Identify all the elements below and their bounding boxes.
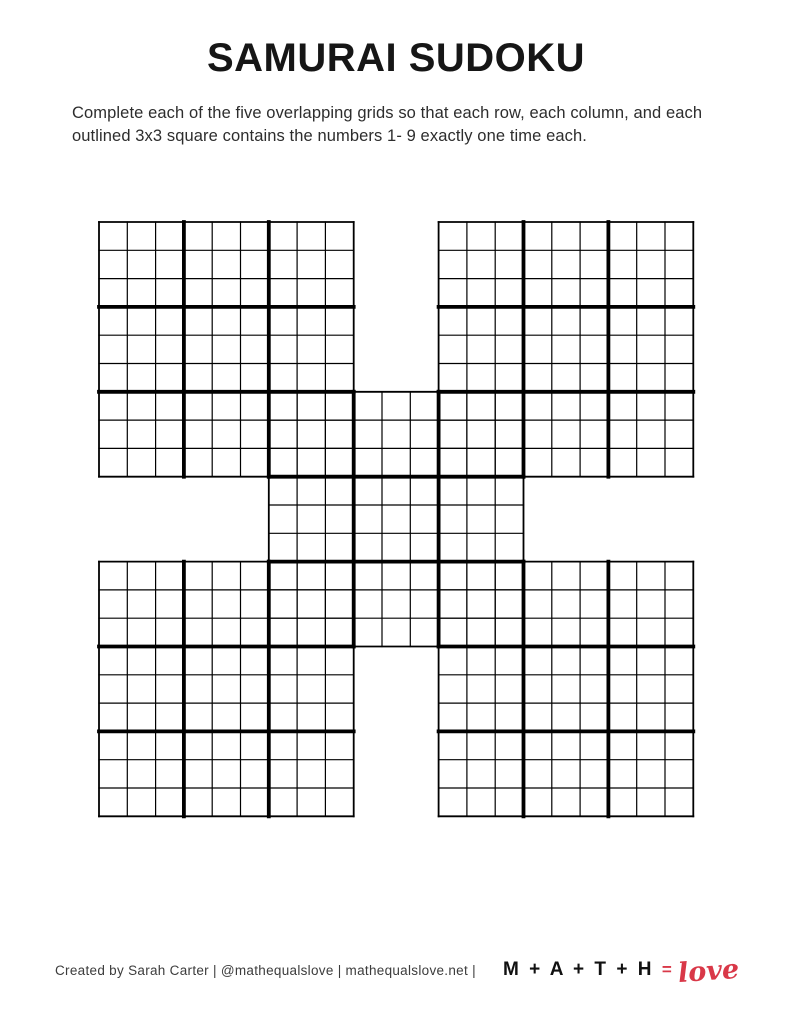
footer	[55, 948, 739, 992]
mathequalslove-logo	[502, 953, 741, 989]
top-left-grid	[99, 222, 354, 477]
instructions	[72, 102, 742, 148]
center-grid	[269, 392, 524, 647]
credit-text: Created by Sarah Carter | @mathequalslove | mathequalslove.net |	[55, 962, 476, 978]
logo-love-script: love	[676, 953, 741, 989]
bottom-left-grid	[99, 562, 354, 817]
bottom-right-grid	[439, 562, 694, 817]
samurai-grid	[96, 219, 696, 819]
logo-equals-sign: =	[661, 960, 672, 979]
samurai-sudoku-puzzle	[96, 219, 697, 820]
instructions-line-2: outlined 3x3 square contains the numbers 1- 9 exactly one time each.	[72, 127, 587, 145]
logo-math-letters: M + A + T + H	[502, 959, 654, 980]
top-right-grid	[439, 222, 694, 477]
instructions-line-1: Complete each of the five overlapping grids so that each row, each column, and each	[72, 104, 703, 122]
page-title: SAMURAI SUDOKU	[206, 36, 586, 80]
